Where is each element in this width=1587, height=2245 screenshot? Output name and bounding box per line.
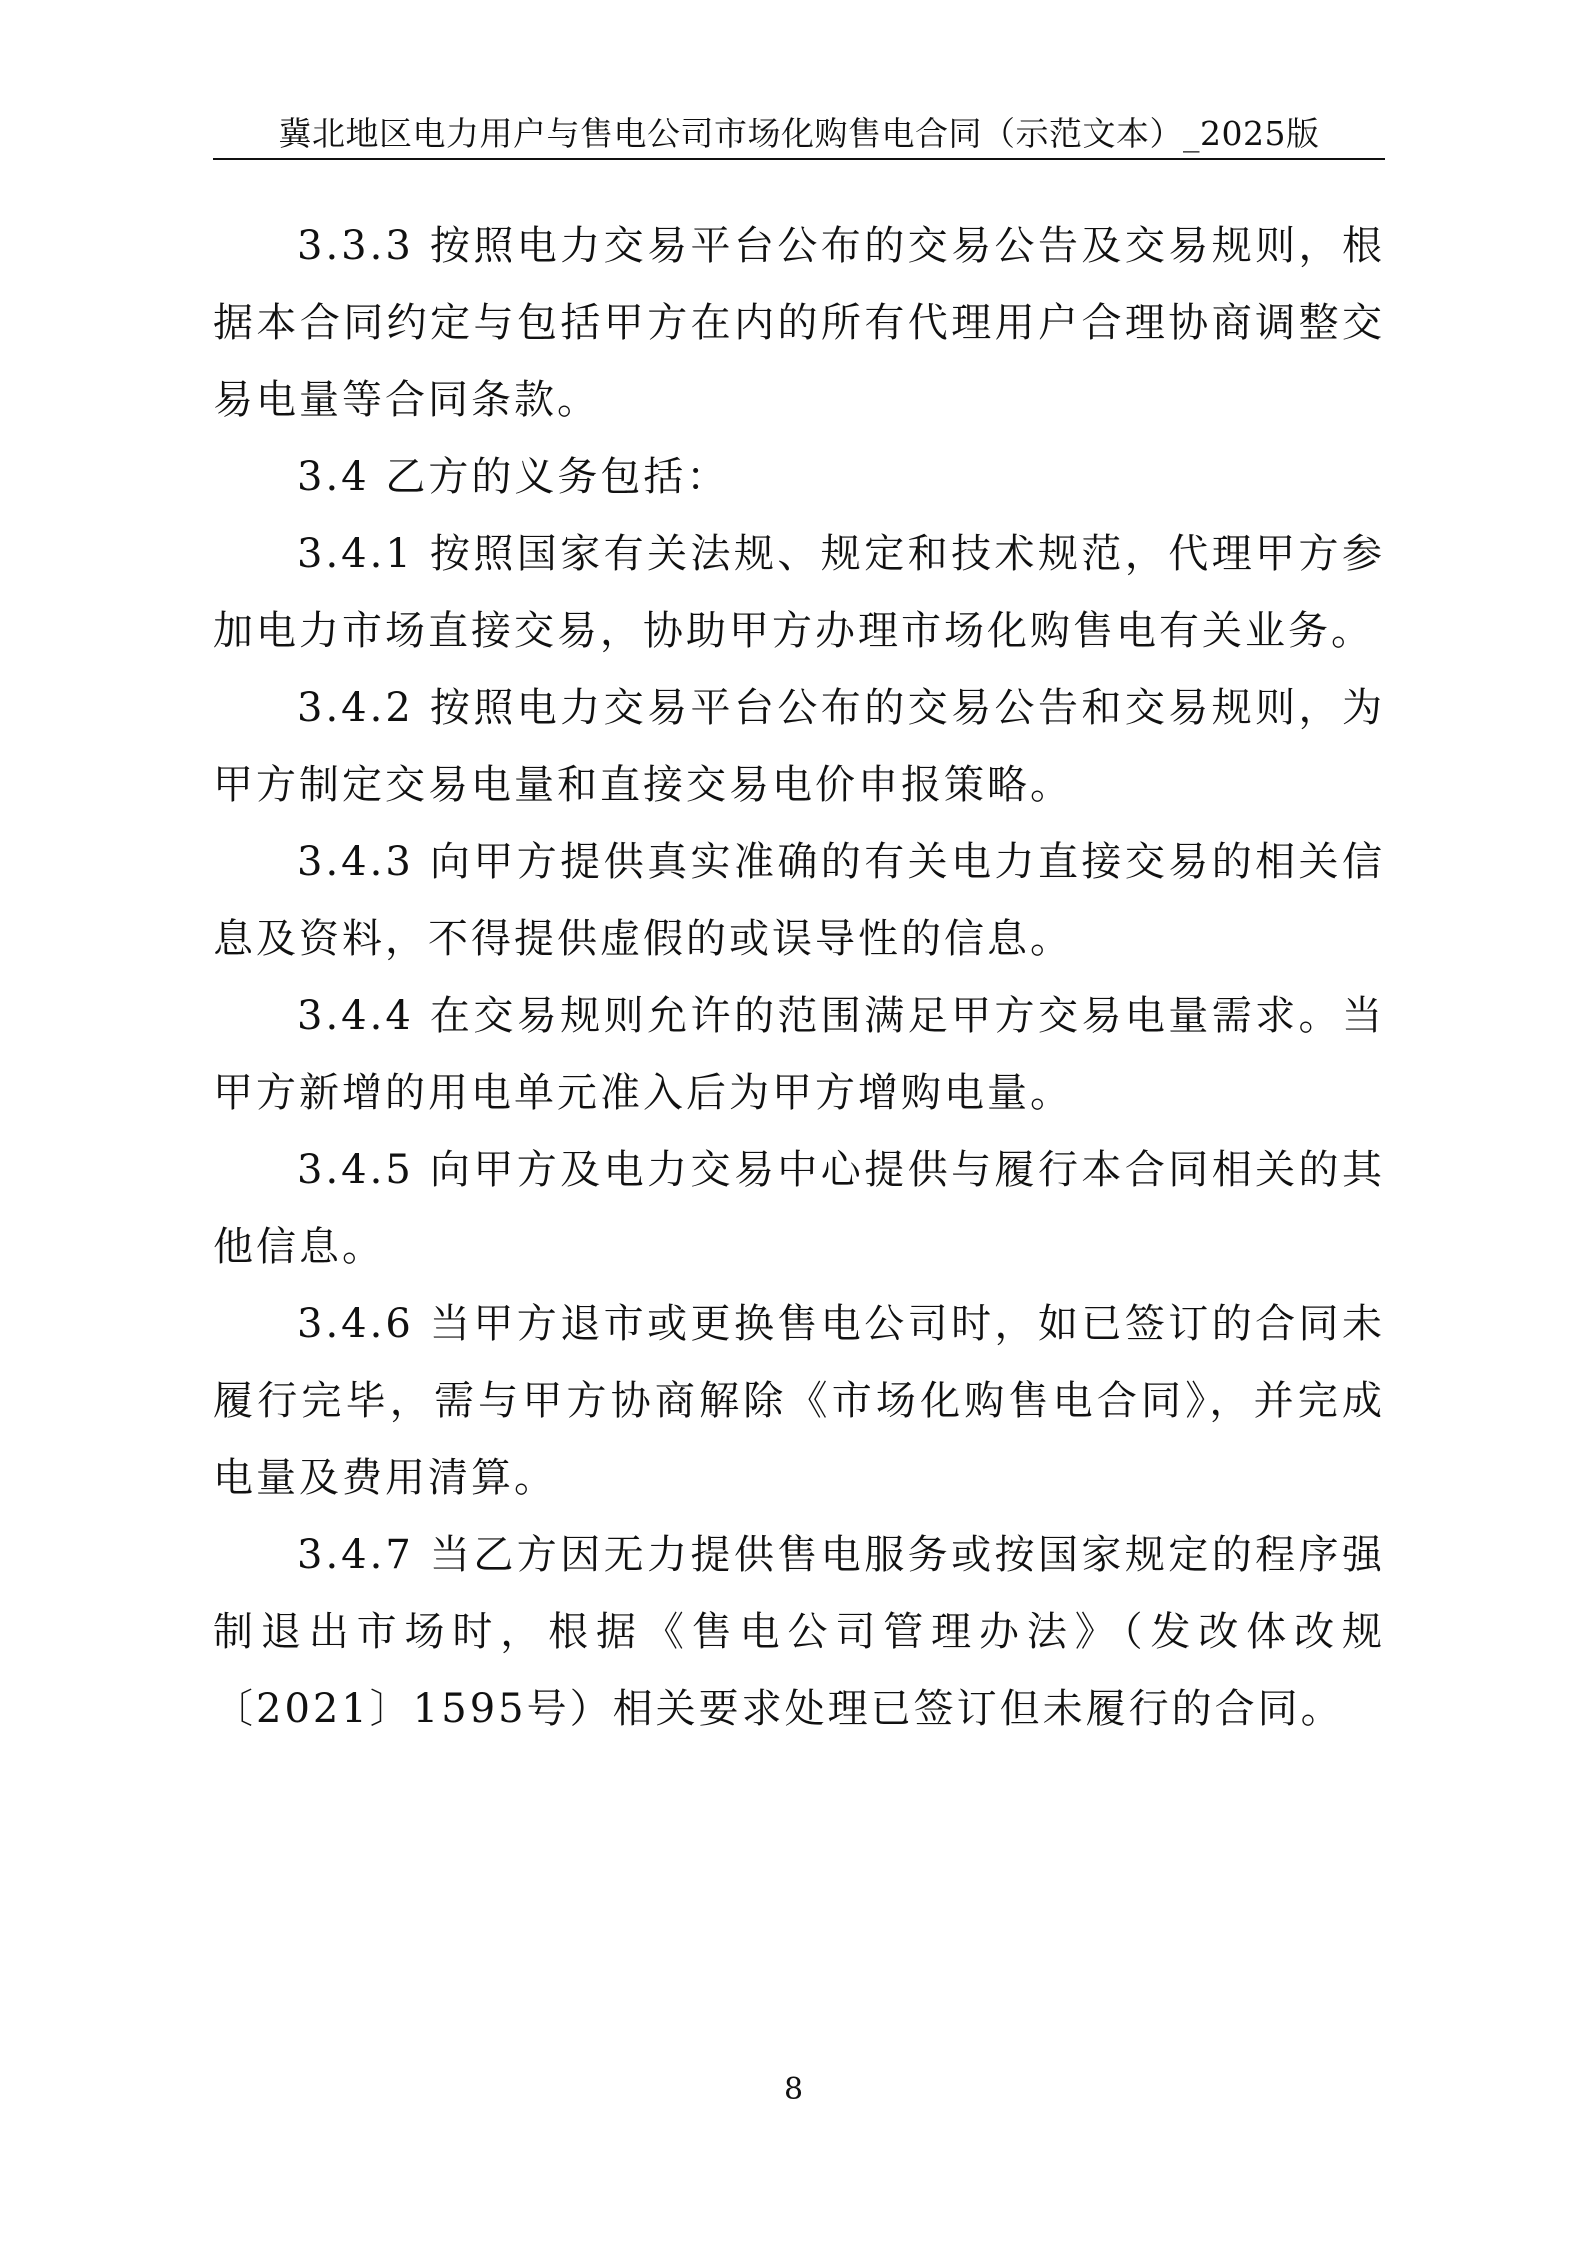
clause-3-4-2: 3.4.2 按照电力交易平台公布的交易公告和交易规则，为甲方制定交易电量和直接交易电价申报策略。 xyxy=(213,685,1385,808)
clause-3-4-3: 3.4.3 向甲方提供真实准确的有关电力直接交易的相关信息及资料，不得提供虚假的或误导性的信息。 xyxy=(213,839,1385,962)
clause-3-4-4: 3.4.4 在交易规则允许的范围满足甲方交易电量需求。当甲方新增的用电单元准入后为甲方增购电量。 xyxy=(213,993,1385,1116)
header-divider xyxy=(213,158,1385,160)
clause-3-4-6: 3.4.6 当甲方退市或更换售电公司时，如已签订的合同未履行完毕，需与甲方协商解除《市场化购售电合同》，并完成电量及费用清算。 xyxy=(213,1301,1385,1501)
clause-3-4-1: 3.4.1 按照国家有关法规、规定和技术规范，代理甲方参加电力市场直接交易，协助甲方办理市场化购售电有关业务。 xyxy=(213,531,1385,654)
clause-3-4: 3.4 乙方的义务包括： xyxy=(297,454,730,500)
contract-body xyxy=(213,208,1385,1748)
clause-3-3-3: 3.3.3 按照电力交易平台公布的交易公告及交易规则，根据本合同约定与包括甲方在内的所有代理用户合理协商调整交易电量等合同条款。 xyxy=(213,223,1385,423)
page-number: 8 xyxy=(783,2072,804,2107)
page-header-title: 冀北地区电力用户与售电公司市场化购售电合同（示范文本）_2025版 xyxy=(278,114,1320,153)
clause-3-4-5: 3.4.5 向甲方及电力交易中心提供与履行本合同相关的其他信息。 xyxy=(213,1147,1385,1270)
clause-3-4-7: 3.4.7 当乙方因无力提供售电服务或按国家规定的程序强制退出市场时，根据《售电公司管理办法》（发改体改规〔2021〕1595号）相关要求处理已签订但未履行的合同。 xyxy=(213,1532,1385,1732)
